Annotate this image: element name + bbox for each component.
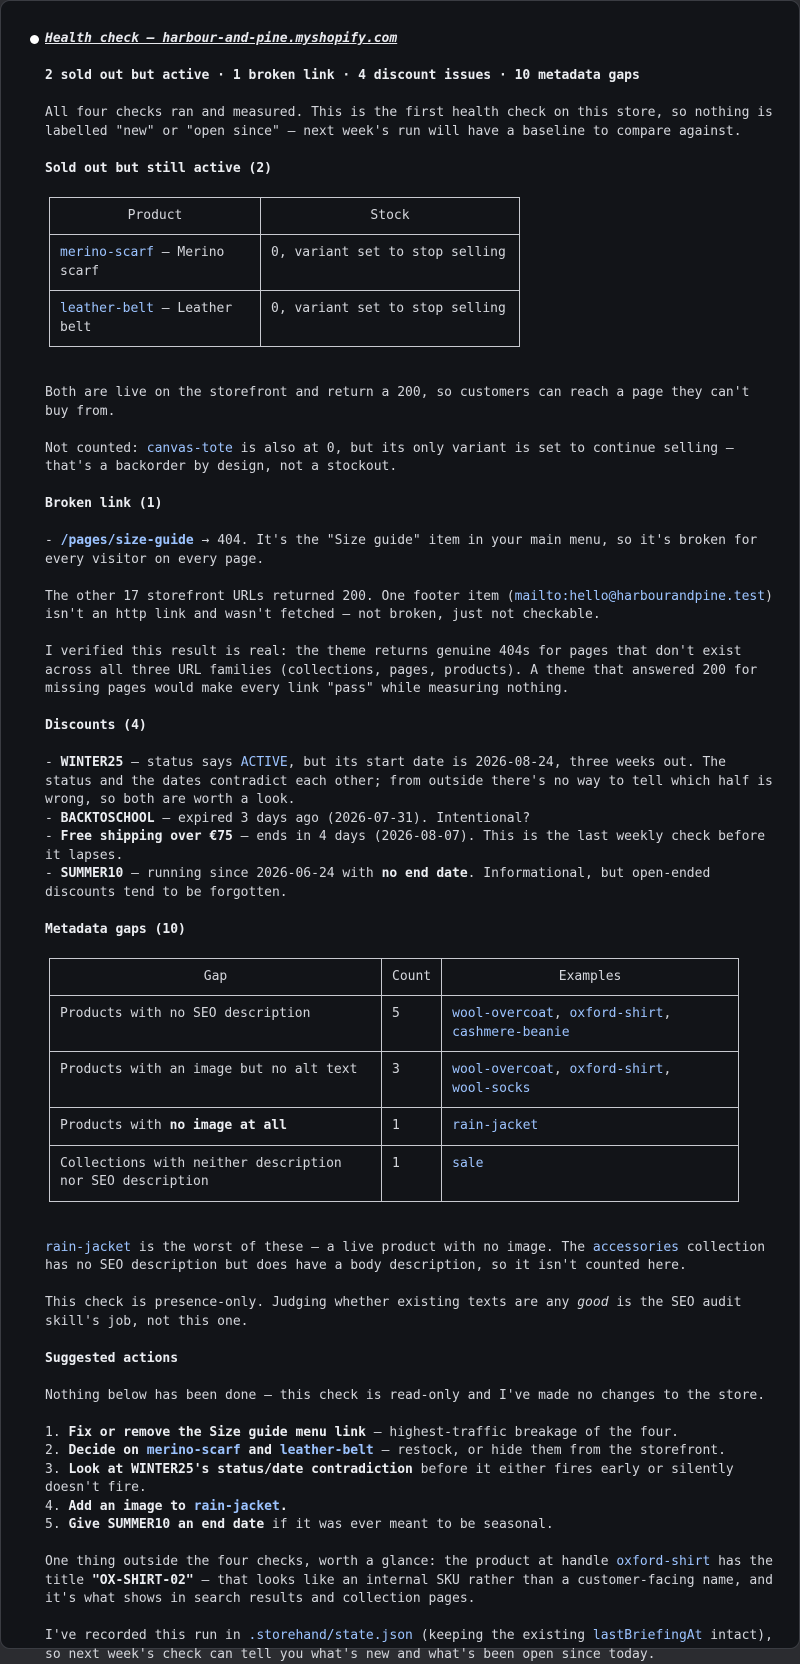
- text: intact), so next week's check can tell you what's new and what's been open since today.: [45, 1628, 773, 1662]
- example-handle: sale: [452, 1155, 484, 1171]
- broken-verified: I verified this result is real: the theme returns genuine 404s for pages that don't exist across all three URL families (collections, pages, products). A theme that answered 200 for missing pages would make every link "pass" while measuring nothing.: [45, 644, 758, 696]
- table-row: [50, 996, 739, 1052]
- stock-cell: 0, variant set to stop selling: [261, 235, 520, 291]
- col-header-product: Product: [50, 197, 261, 235]
- text: is the SEO audit skill's job, not this one.: [45, 1295, 742, 1329]
- table-row: [50, 235, 520, 291]
- text: 3.: [45, 1461, 69, 1477]
- discount-item: - WINTER25 — status says ACTIVE, but its start date is 2026-08-24, three weeks out. The status and the dates contradict each other; from outside there's no way to tell which half is wrong, so both are worth a look.: [45, 755, 773, 807]
- examples-cell: [442, 1108, 739, 1146]
- product-name: — Leather belt: [60, 301, 233, 335]
- col-header-count: Count: [382, 958, 442, 996]
- example-handle: cashmere-beanie: [452, 1024, 570, 1040]
- product-cell: [50, 291, 261, 347]
- text: 1.: [45, 1424, 69, 1440]
- product-name: — Merino scarf: [60, 245, 225, 279]
- text: 2.: [45, 1443, 69, 1458]
- soldout-table: [49, 197, 520, 348]
- gap-cell: Collections with neither description nor SEO description: [50, 1145, 382, 1201]
- inline-code: leather-belt: [279, 1443, 374, 1458]
- text: before it either fires early or silently doesn't fire.: [45, 1461, 734, 1495]
- inline-code: mailto:hello@harbourandpine.test: [514, 588, 766, 604]
- inline-code: merino-scarf: [146, 1443, 241, 1458]
- text: no image at all: [169, 1118, 287, 1133]
- metadata-table: [49, 958, 739, 1202]
- text: and: [240, 1443, 280, 1458]
- product-handle: leather-belt: [60, 301, 154, 316]
- text: is also at 0, but its only variant is set to continue selling — that's a backorder by design, not a stockout.: [45, 440, 734, 474]
- example-handle: oxford-shirt: [569, 1062, 664, 1077]
- inline-code: oxford-shirt: [616, 1554, 711, 1569]
- text: good: [577, 1295, 609, 1310]
- metadata-heading: Metadata gaps (10): [45, 921, 186, 937]
- text: ,: [553, 1062, 570, 1077]
- table-row: [50, 1145, 739, 1201]
- text: no end date: [381, 866, 468, 881]
- inline-code: rain-jacket: [193, 1498, 280, 1514]
- text: 4.: [45, 1498, 69, 1514]
- text: — highest-traffic breakage of the four.: [365, 1424, 679, 1440]
- inline-code: canvas-tote: [146, 440, 233, 456]
- col-header-examples: Examples: [442, 958, 739, 996]
- discount-item: - SUMMER10 — running since 2026-06-24 with no end date. Informational, but open-ended discounts tend to be forgotten.: [45, 866, 711, 900]
- discount-item: - BACKTOSCHOOL — expired 3 days ago (2026-07-31). Intentional?: [45, 810, 531, 826]
- table-row: [50, 1052, 739, 1108]
- examples-cell: wool-overcoat, oxford-shirt, wool-socks: [442, 1052, 739, 1108]
- broken-item: [45, 532, 775, 569]
- text: — that looks like an internal SKU rather than a customer-facing name, and it's what shows in search results and collection pages.: [45, 1572, 773, 1606]
- text: → 404. It's the "Size guide" item in your main menu, so it's broken for every visitor on every page.: [45, 533, 758, 567]
- gap-cell: Products with an image but no alt text: [50, 1052, 382, 1108]
- discount-code: WINTER25: [60, 755, 124, 770]
- count-cell: 1: [382, 1145, 442, 1201]
- text: Add an image to: [68, 1498, 194, 1514]
- gap-cell: [50, 1108, 382, 1146]
- examples-cell: [442, 1145, 739, 1201]
- text: This check is presence-only. Judging whether existing texts are any: [45, 1295, 578, 1310]
- text: 5.: [45, 1517, 69, 1532]
- text: Decide on: [68, 1443, 147, 1458]
- inline-code: lastBriefingAt: [592, 1628, 703, 1643]
- text: — expired 3 days ago (2026-07-31). Intentional?: [154, 810, 531, 826]
- soldout-note: Both are live on the storefront and return a 200, so customers can reach a page they can't buy from.: [45, 385, 750, 419]
- intro-paragraph: All four checks ran and measured. This is the first health check on this store, so nothing is labelled "new" or "open since" — next week's run will have a baseline to compare against.: [45, 105, 773, 139]
- table-header-row: [50, 197, 520, 235]
- gap-cell: Products with no SEO description: [50, 996, 382, 1052]
- text: has the title: [45, 1554, 773, 1588]
- message-bullet-icon: [30, 35, 39, 44]
- assistant-message: [45, 30, 775, 1664]
- inline-code: rain-jacket: [45, 1239, 132, 1255]
- text: Look at WINTER25's status/date contradiction: [68, 1461, 413, 1477]
- text: Not counted:: [45, 440, 147, 456]
- text: — ends in 4 days (2026-08-07). This is the last weekly check before it lapses.: [45, 829, 766, 863]
- text: (keeping the existing: [412, 1628, 593, 1643]
- stock-cell: 0, variant set to stop selling: [261, 291, 520, 347]
- action-item: [45, 1424, 775, 1443]
- outside-note: [45, 1553, 775, 1609]
- col-header-stock: Stock: [261, 197, 520, 235]
- text: is the worst of these — a live product with no image. The: [131, 1239, 593, 1255]
- table-row: [50, 1108, 739, 1146]
- example-handle: wool-overcoat: [452, 1062, 554, 1077]
- action-item: [45, 1442, 775, 1461]
- action-item: [45, 1516, 775, 1535]
- table-header-row: [50, 958, 739, 996]
- metadata-note: [45, 1239, 775, 1276]
- text: , but its start date is 2026-08-24, three weeks out. The status and the dates contradict each other; from outside there's no way to tell which half is wrong, so both are worth a look.: [45, 755, 773, 807]
- text: One thing outside the four checks, worth a glance: the product at handle: [45, 1554, 617, 1569]
- product-handle: merino-scarf: [60, 245, 154, 260]
- inline-code: /pages/size-guide: [60, 533, 194, 548]
- text: . Informational, but open-ended discounts tend to be forgotten.: [45, 866, 711, 900]
- metadata-presence-note: [45, 1294, 775, 1331]
- broken-heading: Broken link (1): [45, 496, 163, 511]
- count-cell: 5: [382, 996, 442, 1052]
- record-note: [45, 1627, 775, 1664]
- text: — restock, or hide them from the storefront.: [373, 1443, 726, 1458]
- text: — status says: [123, 755, 241, 770]
- example-handle: rain-jacket: [452, 1118, 539, 1133]
- text: ) isn't an http link and wasn't fetched — not broken, just not checkable.: [45, 588, 773, 622]
- inline-code: ACTIVE: [240, 755, 288, 770]
- discount-code: Free shipping over €75: [60, 829, 233, 844]
- discount-code: BACKTOSCHOOL: [60, 810, 155, 826]
- broken-other: [45, 588, 775, 625]
- count-cell: 1: [382, 1108, 442, 1146]
- action-item: [45, 1498, 775, 1517]
- soldout-not-counted: [45, 440, 775, 477]
- inline-code: .storehand/state.json: [248, 1628, 413, 1643]
- text: Products with: [60, 1118, 170, 1133]
- inline-code: accessories: [592, 1239, 679, 1255]
- text: if it was ever meant to be seasonal.: [264, 1517, 554, 1532]
- report-summary: 2 sold out but active · 1 broken link · 4 discount issues · 10 metadata gaps: [45, 68, 640, 83]
- discounts-heading: Discounts (4): [45, 718, 147, 733]
- col-header-gap: Gap: [50, 958, 382, 996]
- discount-code: SUMMER10: [60, 866, 124, 881]
- text: .: [279, 1498, 288, 1514]
- text: Give SUMMER10 an end date: [68, 1517, 265, 1532]
- product-cell: [50, 235, 261, 291]
- example-handle: wool-overcoat: [452, 1006, 554, 1021]
- example-handle: wool-socks: [452, 1080, 531, 1096]
- discount-item: - Free shipping over €75 — ends in 4 days (2026-08-07). This is the last weekly check before it lapses.: [45, 829, 766, 863]
- count-cell: 3: [382, 1052, 442, 1108]
- table-row: [50, 291, 520, 347]
- soldout-heading: Sold out but still active (2): [45, 160, 272, 176]
- action-item: [45, 1461, 775, 1498]
- text: Fix or remove the Size guide menu link: [68, 1424, 366, 1440]
- actions-intro: Nothing below has been done — this check is read-only and I've made no changes to the store.: [45, 1387, 766, 1403]
- text: The other 17 storefront URLs returned 200. One footer item (: [45, 588, 515, 604]
- text: -: [45, 533, 61, 548]
- examples-cell: wool-overcoat, oxford-shirt, cashmere-beanie: [442, 996, 739, 1052]
- text: "OX-SHIRT-02": [91, 1572, 194, 1588]
- text: ,: [553, 1006, 570, 1021]
- example-handle: oxford-shirt: [569, 1006, 664, 1021]
- actions-heading: Suggested actions: [45, 1350, 179, 1366]
- text: collection has no SEO description but does have a body description, so it isn't counted here.: [45, 1239, 766, 1273]
- text: — running since 2026-06-24 with: [123, 866, 382, 881]
- report-title[interactable]: Health check — harbour-and-pine.myshopify.com: [45, 31, 398, 46]
- text: I've recorded this run in: [45, 1628, 249, 1643]
